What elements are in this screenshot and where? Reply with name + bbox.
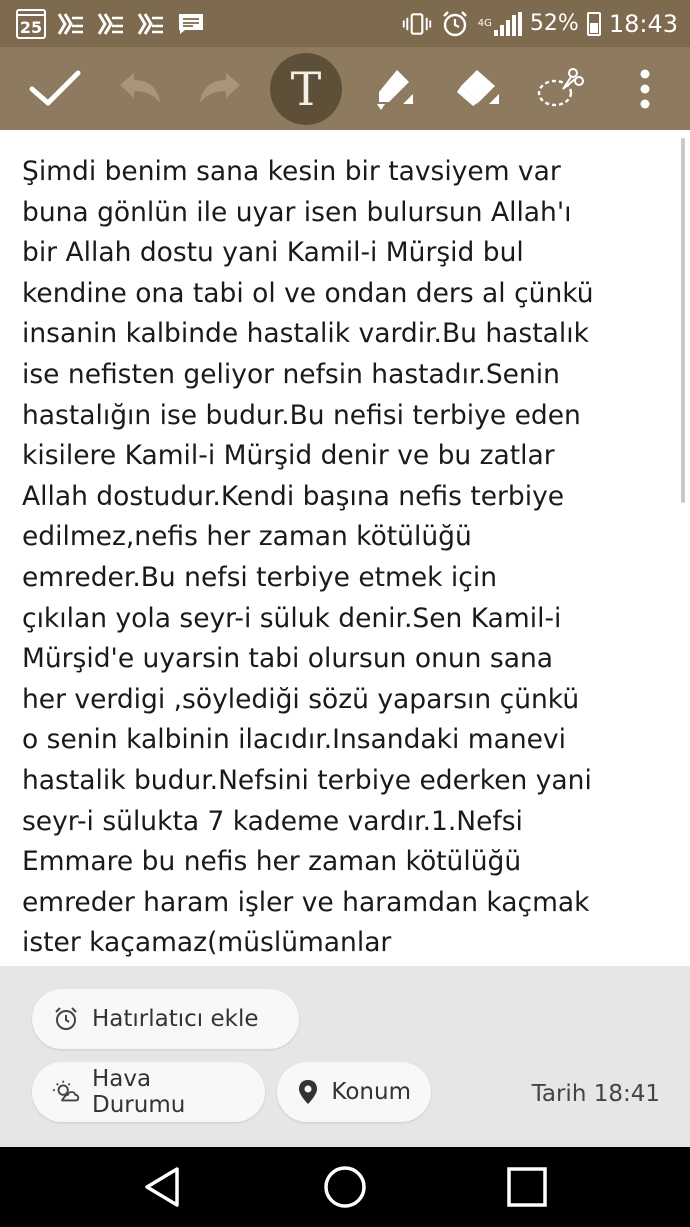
note-line: hastalik budur.Nefsini terbiye ederken yani (22, 764, 592, 796)
status-bar-system (402, 10, 678, 38)
signal-icon (494, 12, 522, 36)
note-line: Şimdi benim sana kesin bir tavsiyem var (22, 156, 561, 187)
highlighter-icon[interactable] (358, 47, 428, 130)
note-line: emreder haram işler ve haramdan kaçmak (22, 886, 590, 918)
redo-icon[interactable] (186, 47, 256, 130)
note-line: o senin kalbinin ilacıdır.Insandaki manevi (22, 724, 566, 756)
weather-icon (52, 1078, 80, 1106)
check-icon[interactable] (20, 47, 90, 130)
vibrate-icon (402, 11, 432, 37)
calendar-icon (16, 9, 46, 39)
note-line: hastalığın ise budur.Bu nefisi terbiye eden (22, 399, 581, 431)
note-line: ister kaçamaz(müslümanlar (22, 927, 392, 959)
notification-app-icon (136, 11, 166, 37)
alarm-icon (52, 1005, 80, 1033)
editor-toolbar (0, 47, 690, 130)
note-line: emreder.Bu nefsi terbiye etmek için (22, 561, 498, 593)
lasso-scissors-icon[interactable] (524, 47, 594, 130)
note-line: Allah dostudur.Kendi başına nefis terbiye (22, 480, 565, 512)
note-line: ise nefisten geliyor nefsin hastadır.Senin (22, 358, 560, 390)
alarm-icon (440, 11, 470, 37)
home-icon[interactable] (295, 1147, 395, 1227)
note-line: her verdigi ,söylediği sözü yaparsın çünkü (22, 683, 580, 715)
note-line: insanin kalbinde hastalik vardir.Bu hastalık (22, 318, 589, 350)
notification-app-icon (96, 11, 126, 37)
location-button[interactable] (277, 1062, 431, 1122)
notification-app-icon (56, 11, 86, 37)
status-bar (0, 0, 690, 47)
battery-percent: 52% (529, 11, 579, 36)
eraser-icon[interactable] (442, 47, 512, 130)
add-reminder-button[interactable] (32, 989, 299, 1049)
note-line: seyr-i sülukta 7 kademe vardır.1.Nefsi (22, 805, 523, 837)
status-time: 18:43 (608, 9, 678, 38)
battery-icon (587, 12, 601, 36)
note-line: buna gönlün ile uyar isen bulursun Allah'ı (22, 196, 572, 228)
note-line: Emmare bu nefis her zaman kötülüğü (22, 846, 522, 878)
navigation-bar (0, 1147, 690, 1227)
note-date: Tarih 18:41 (531, 1081, 660, 1107)
more-vertical-icon[interactable] (610, 47, 680, 130)
text-tool-label: T (290, 62, 322, 116)
undo-icon[interactable] (104, 47, 174, 130)
location-label: Konum (331, 1079, 411, 1105)
note-line: edilmez,nefis her zaman kötülüğü (22, 521, 472, 553)
note-text[interactable] (22, 152, 672, 964)
network-type: 4G (477, 17, 492, 29)
message-icon (176, 11, 206, 37)
recents-icon[interactable] (477, 1147, 577, 1227)
add-reminder-label: Hatırlatıcı ekle (92, 1006, 259, 1032)
calendar-date: 25 (19, 17, 43, 37)
status-bar-notifications (16, 9, 206, 39)
note-line: çıkılan yola seyr-i süluk denir.Sen Kamil-i (22, 602, 562, 634)
location-pin-icon (297, 1078, 319, 1106)
back-icon[interactable] (113, 1147, 213, 1227)
note-editor[interactable] (0, 130, 690, 966)
note-line: kisilere Kamil-i Mürşid denir ve bu zatlar (22, 440, 555, 472)
weather-button[interactable] (32, 1062, 265, 1122)
note-line: kendine ona tabi ol ve ondan ders al çünkü (22, 277, 594, 309)
note-line: bir Allah dostu yani Kamil-i Mürşid bul (22, 237, 524, 269)
weather-label: Hava Durumu (92, 1066, 186, 1118)
text-icon[interactable] (270, 53, 342, 125)
note-line: Mürşid'e uyarsin tabi olursun onun sana (22, 643, 553, 675)
scrollbar[interactable] (681, 138, 685, 503)
